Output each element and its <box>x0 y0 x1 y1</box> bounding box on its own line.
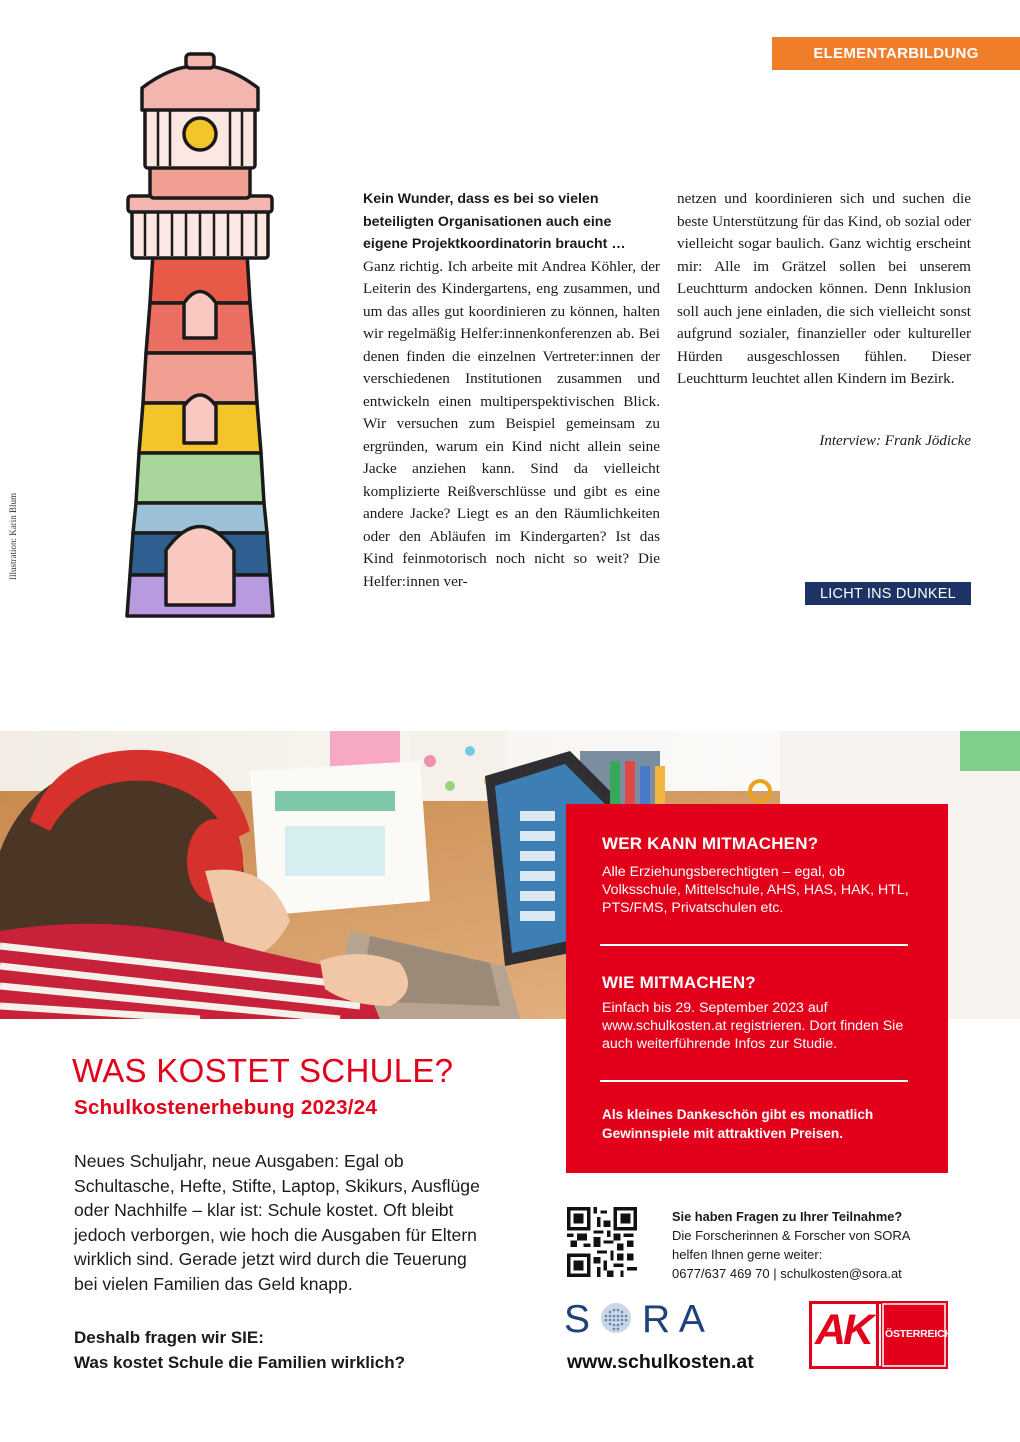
contact-line-2: helfen Ihnen gerne weiter: <box>672 1247 823 1262</box>
section-tag: ELEMENTARBILDUNG <box>772 37 1020 70</box>
ak-mark: AK <box>815 1306 872 1354</box>
bonus-text: Als kleines Dankeschön gibt es monatlich Gewinnspiele mit attraktiven Preisen. <box>602 1107 874 1141</box>
contact-line-1: Die Forscherinnen & Forscher von SORA <box>672 1228 911 1243</box>
byline: Interview: Frank Jödicke <box>819 433 971 449</box>
illustration-credit: Illustration: Karin Blum <box>8 493 18 580</box>
who-heading: WER KANN MITMACHEN? <box>602 834 819 853</box>
qr-code-icon[interactable] <box>567 1207 637 1277</box>
cta-line-2: Was kostet Schule die Familien wirklich? <box>74 1352 405 1372</box>
ak-label: ÖSTERREICH <box>885 1328 952 1340</box>
sora-logo: S R A <box>564 1298 705 1341</box>
info-box <box>566 804 948 1173</box>
who-text: Alle Erziehungsberechtigten – egal, ob Volksschule, Mittelschule, AHS, HAS, HAK, HTL, PTS/FMS, Privatschulen etc. <box>602 864 909 916</box>
article-column-1 <box>363 188 660 593</box>
divider <box>600 1080 908 1082</box>
answer-text: Ganz richtig. Ich arbeite mit Andrea Köhler, der Leiterin des Kindergartens, eng zusammen, und um das alles gut koordinieren zu können, halten wir regelmäßig Helfer:innenkonferenzen ab. Bei denen finden die einzelnen Vertreter:innen der verschiedenen Institutionen zusammen und entwickeln einen multiperspektivischen Blick. Wir versuchen zum Beispiel gemeinsam zu ergründen, warum ein Kind nicht allein seine Jacke anziehen kann. Sind da vielleicht komplizierte Reißverschlüsse und gibt es eine andere Jacke? Liegt es an den Räumlichkeiten oder den Abläufen im Kindergarten? Ist das Kind feinmotorisch noch nicht so weit? Die Helfer:innen ver- <box>363 257 660 590</box>
interview-question: Kein Wunder, dass es bei so vielen beteiligten Organisationen auch eine eigene Projektkoordinatorin braucht … <box>363 191 626 252</box>
divider <box>600 944 908 946</box>
ad-body: Neues Schuljahr, neue Ausgaben: Egal ob Schultasche, Hefte, Stifte, Laptop, Skikurs, Ausflüge oder Nachhilfe – klar ist: Schule kostet. Oft bleibt jedoch verborgen, wie hoch die Ausgaben für Eltern wirklich sind. Gerade jetzt wird durch die Teuerung bei vielen Familien das Geld knapp. <box>74 1151 480 1294</box>
cta-line-1: Deshalb fragen wir SIE: <box>74 1328 264 1347</box>
contact-line-3[interactable]: 0677/637 469 70 | schulkosten@sora.at <box>672 1266 902 1281</box>
licht-ins-dunkel-logo: LICHT INS DUNKEL <box>805 582 971 605</box>
ak-oesterreich-logo <box>809 1301 952 1369</box>
ad-cta <box>74 1326 514 1375</box>
contact-block <box>672 1207 962 1283</box>
contact-heading: Sie haben Fragen zu Ihrer Teilnahme? <box>672 1209 903 1224</box>
ad-title: WAS KOSTET SCHULE? <box>72 1052 454 1089</box>
website-link[interactable]: www.schulkosten.at <box>567 1351 754 1373</box>
ad-subtitle: Schulkostenerhebung 2023/24 <box>74 1096 378 1119</box>
lighthouse-illustration <box>100 48 300 623</box>
how-heading: WIE MITMACHEN? <box>602 973 756 992</box>
article-column-2: netzen und koordinieren sich und suchen die beste Unterstützung für das Kind, ob sozial oder vielleicht sogar baulich. Ganz wichtig erscheint mir: Alle im Grätzel sollen bei unserem Leuchtturm andocken können. Denn Inklusion soll auch jene einladen, die sich vielleicht sonst aufgrund sozialer, finanzieller oder kultureller Hürden ausgeschlossen fühlen. Dieser Leuchtturm leuchtet allen Kindern im Bezirk. <box>677 190 971 387</box>
how-text: Einfach bis 29. September 2023 auf www.schulkosten.at registrieren. Dort finden Sie auch weiterführende Infos zur Studie. <box>602 1000 904 1052</box>
